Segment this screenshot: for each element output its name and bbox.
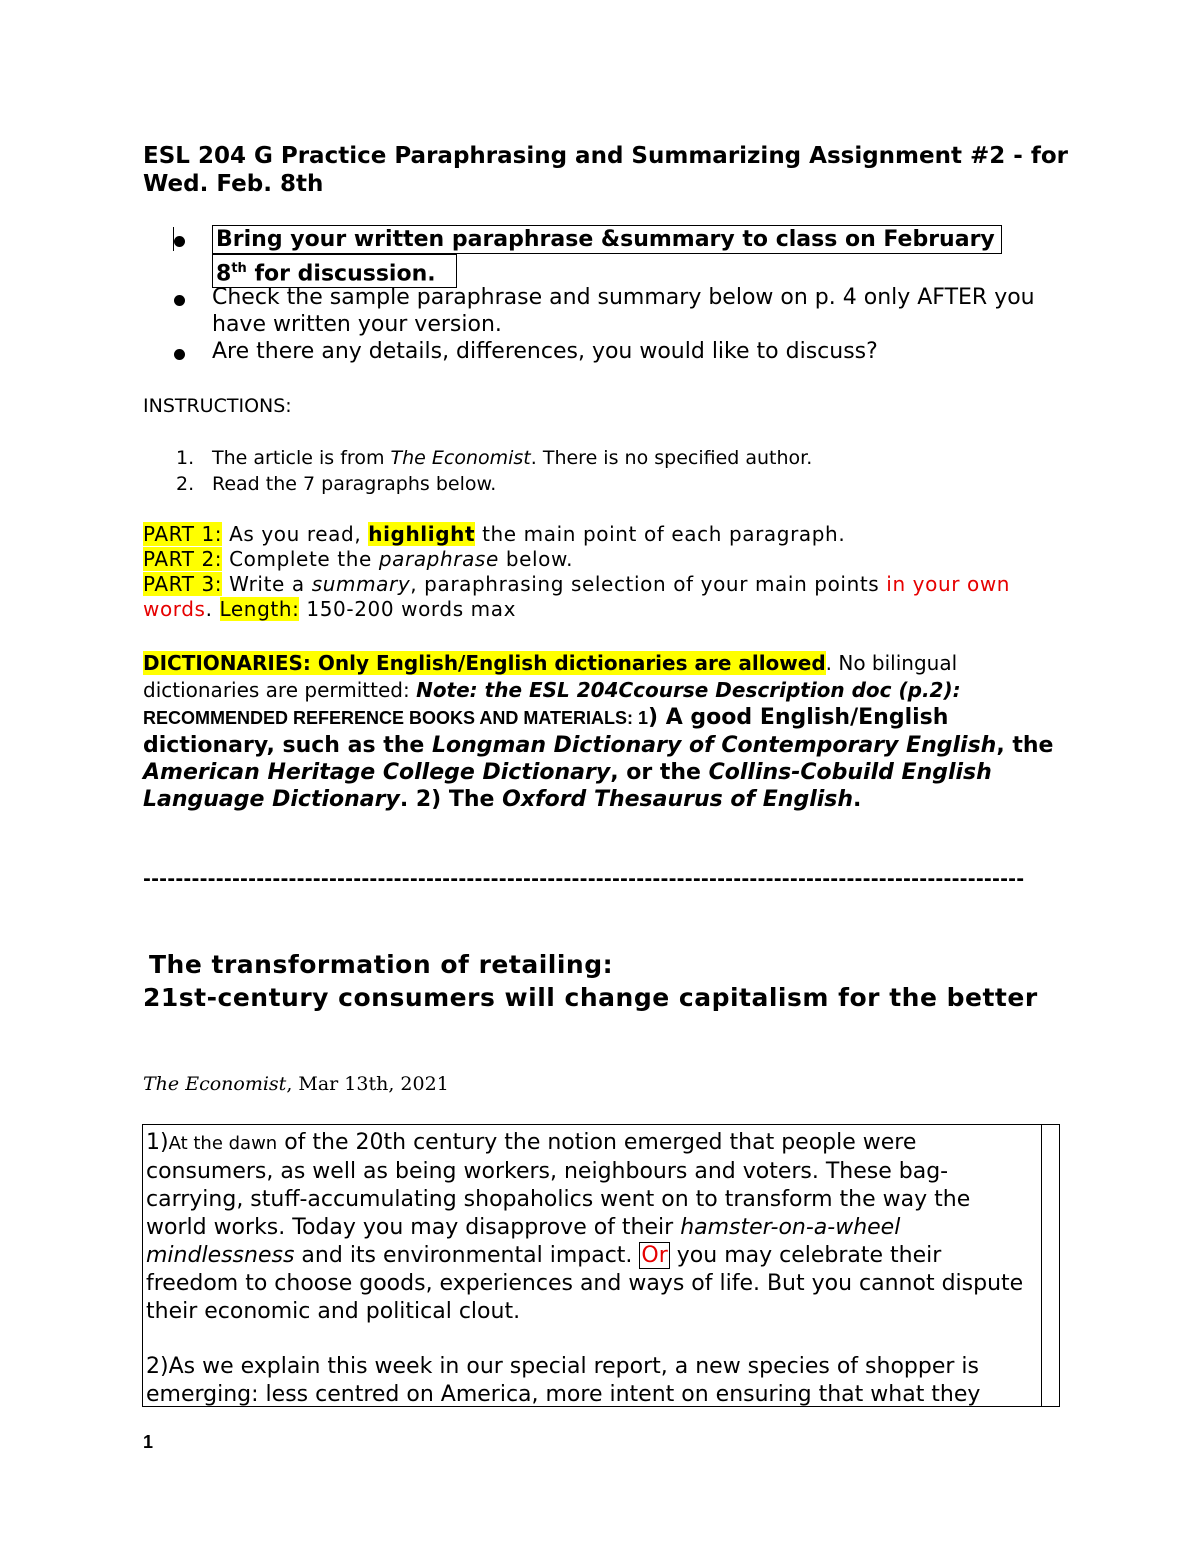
- paragraph-1: [146, 1129, 1036, 1326]
- bullet-3-text: Are there any details, differences, you would like to discuss?: [212, 339, 878, 364]
- bullet-item-check: [143, 284, 1063, 338]
- part-3-d: 150-200 words max: [299, 597, 517, 621]
- document-title: ESL 204 G Practice Paraphrasing and Summarizing Assignment #2 - for Wed. Feb. 8th: [143, 143, 1068, 197]
- article-text-box: [142, 1124, 1060, 1407]
- article-title: [143, 948, 1063, 1014]
- paragraph-1-small: At the dawn: [168, 1133, 278, 1154]
- dictionaries-note: Note: the ESL 204Ccourse Description doc (p.2):: [416, 678, 961, 702]
- separator-line: -------------------------------------------------------------------------------------------------------------: [143, 868, 1025, 890]
- article-title-line1: The transformation of retailing:: [149, 950, 614, 979]
- part-2-italic: paraphrase: [378, 547, 499, 571]
- recommended-heading: RECOMMENDED REFERENCE BOOKS AND MATERIALS: 1: [143, 708, 649, 728]
- part-2-a: Complete the: [222, 547, 379, 571]
- part-3-length-label: Length:: [219, 597, 300, 621]
- dictionaries-d: , or the: [610, 760, 709, 785]
- article-source: [143, 1073, 449, 1095]
- part-1-label: PART 1:: [143, 522, 223, 546]
- part-2-label: PART 2:: [143, 547, 223, 571]
- paragraph-1-or-box: Or: [641, 1243, 668, 1268]
- bullet-dot-icon: [174, 295, 185, 306]
- instruction-1-post: . There is no specified author.: [530, 447, 813, 469]
- collins-title: Collins-Cobuild English Language Dictionary: [143, 760, 992, 812]
- bullet-1-line1: Bring your written paraphrase &summary to class on February: [212, 225, 1002, 254]
- paragraph-2: 2)As we explain this week in our special report, a new species of shopper is emerging: less centred on America, more intent on ensuring that what they: [146, 1354, 981, 1407]
- dictionaries-a: . No bilingual dictionaries are permitted:: [143, 651, 958, 702]
- part-3-label: PART 3:: [143, 572, 223, 596]
- bullet-item-discuss: [143, 338, 1063, 365]
- oxford-title: Oxford Thesaurus of English: [502, 787, 854, 812]
- paragraph-1-italic: hamster-on-a-wheel mindlessness: [146, 1215, 901, 1268]
- instructions-heading: INSTRUCTIONS:: [143, 395, 292, 417]
- bullet-1-sup: th: [231, 261, 247, 276]
- part-3-b: , paraphrasing selection of your main points: [410, 572, 887, 596]
- bullet-1-day: 8: [216, 261, 232, 287]
- part-3-italic: summary: [311, 572, 411, 596]
- instruction-2-text: Read the 7 paragraphs below.: [212, 473, 497, 495]
- bullet-item-bring: [143, 225, 1063, 288]
- dictionaries-e: . 2) The: [399, 787, 503, 812]
- part-2-b: below.: [498, 547, 574, 571]
- bullet-1-post: for discussion.: [246, 261, 436, 287]
- part-3-a: Write a: [222, 572, 312, 596]
- instruction-item-2: [143, 471, 1063, 497]
- bullet-dot-icon: [174, 349, 185, 360]
- dictionaries-label: DICTIONARIES: Only English/English dictionaries are allowed: [143, 651, 826, 675]
- bullet-2-text: Check the sample paraphrase and summary below on p. 4 only AFTER you have written your version.: [212, 285, 1035, 337]
- instruction-num-2: 2.: [176, 473, 195, 495]
- paragraph-1-c: you may celebrate their freedom to choose goods, experiences and ways of life. But you cannot dispute their economic and political clout.: [146, 1243, 1024, 1324]
- instruction-1-source: The Economist: [390, 447, 531, 469]
- dictionaries-b: ) A good English/English dictionary, such as the: [143, 705, 949, 758]
- source-publication: The Economist: [143, 1073, 287, 1095]
- instruction-num-1: 1.: [176, 447, 195, 469]
- paragraph-1-a: of the 20th century the notion emerged that people were consumers, as well as being workers, neighbours and voters. These bag-carrying, stuff-accumulating shopaholics went on to transform the way the world works. Today you may disapprove of their: [146, 1130, 971, 1240]
- part-3-own-words: in your own words: [143, 572, 1011, 621]
- heritage-title: American Heritage College Dictionary: [143, 760, 611, 785]
- part-3-c: .: [205, 597, 220, 621]
- part-2: [143, 547, 1063, 572]
- paragraph-1-num: 1): [146, 1130, 169, 1155]
- part-1-a: As you read,: [222, 522, 369, 546]
- article-title-line2: 21st-century consumers will change capitalism for the better: [143, 983, 1038, 1012]
- part-3: [143, 572, 1063, 622]
- dictionaries-f: .: [853, 787, 862, 812]
- parts-section: [143, 522, 1063, 622]
- instruction-item-1: [143, 445, 1063, 471]
- part-1-b: the main point of each paragraph.: [475, 522, 846, 546]
- longman-title: Longman Dictionary of Contemporary English: [432, 733, 997, 758]
- source-date: , Mar 13th, 2021: [286, 1073, 449, 1095]
- dictionaries-c: , the: [996, 733, 1054, 758]
- instruction-1-pre: The article is from: [212, 447, 391, 469]
- part-1: [143, 522, 1063, 547]
- paragraph-1-b: and its environmental impact.: [294, 1243, 640, 1268]
- part-1-highlight: highlight: [368, 522, 476, 546]
- bullet-dot-icon: [174, 236, 185, 247]
- dictionaries-section: [143, 650, 1063, 813]
- page-number: 1: [143, 1432, 154, 1452]
